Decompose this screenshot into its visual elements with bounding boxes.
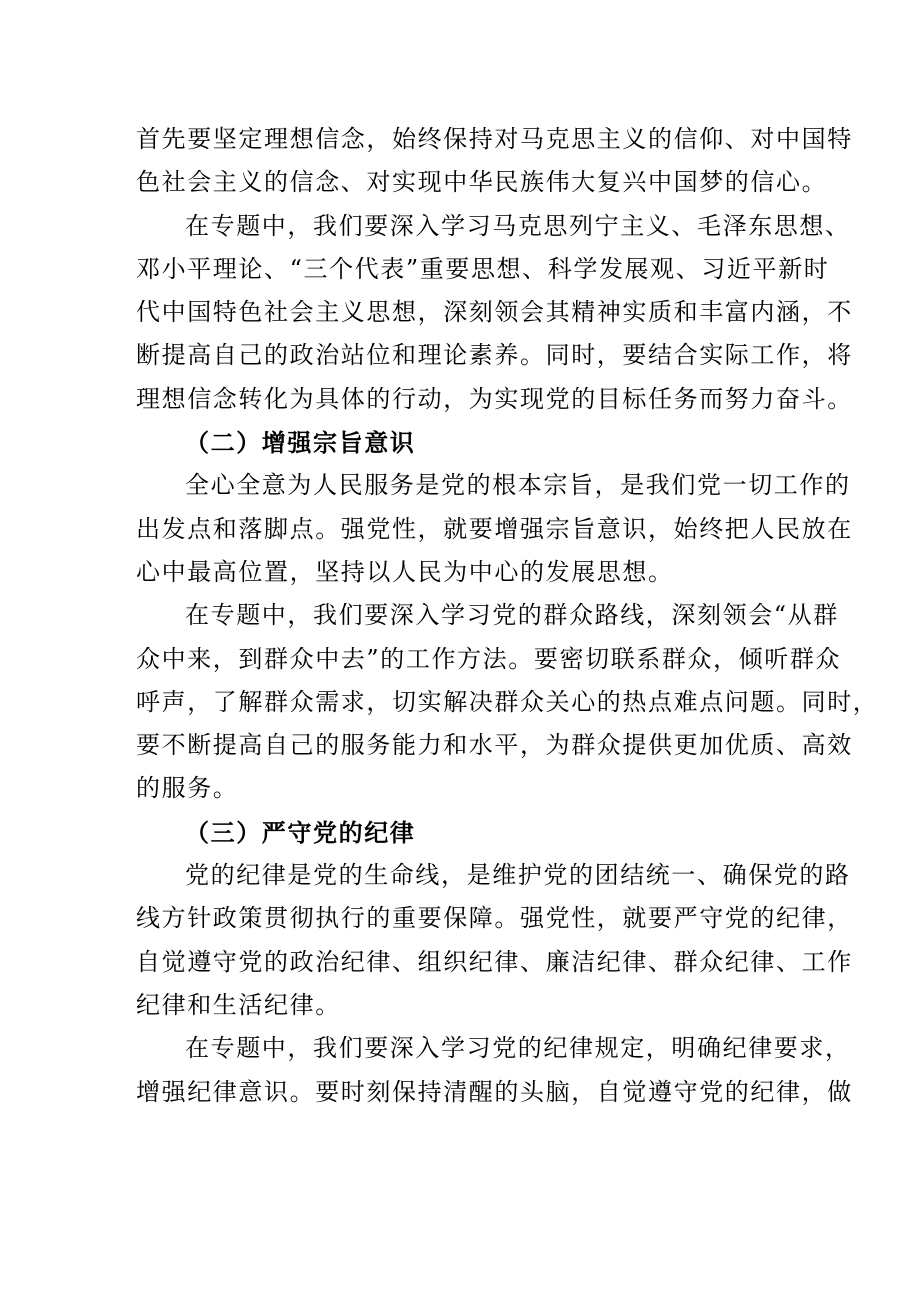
- text-line: 要不断提高自己的服务能力和水平，为群众提供更加优质、高效: [136, 731, 853, 760]
- paragraph: [136, 205, 853, 421]
- text-line: 邓小平理论、“三个代表”重要思想、科学发展观、习近平新时: [136, 254, 830, 283]
- paragraph: [136, 118, 853, 205]
- text-line: 自觉遵守党的政治纪律、组织纪律、廉洁纪律、群众纪律、工作: [136, 947, 853, 976]
- text-line: 众中来，到群众中去”的工作方法。要密切联系群众，倾听群众: [136, 644, 842, 673]
- text-line: 色社会主义的信念、对实现中华民族伟大复兴中国梦的信心。: [136, 168, 828, 197]
- text-line: 增强纪律意识。要时刻保持清醒的头脑，自觉遵守党的纪律，做: [136, 1077, 853, 1106]
- text-line: 全心全意为人民服务是党的根本宗旨，是我们党一切工作的: [185, 471, 851, 500]
- section-heading: （三）严守党的纪律: [185, 817, 416, 847]
- text-line: 首先要坚定理想信念，始终保持对马克思主义的信仰、对中国特: [136, 125, 853, 153]
- text-line: 在专题中，我们要深入学习党的纪律规定，明确纪律要求，: [185, 1034, 851, 1063]
- document-page: [136, 118, 879, 1114]
- text-line: 断提高自己的政治站位和理论素养。同时，要结合实际工作，将: [136, 341, 853, 370]
- text-line: 在专题中，我们要深入学习党的群众路线，深刻领会“从群: [185, 601, 839, 630]
- text-line: 呼声，了解群众需求，切实解决群众关心的热点难点问题。同时，: [136, 687, 879, 716]
- paragraph: [136, 854, 853, 1027]
- paragraph: [136, 1027, 853, 1114]
- text-line: 线方针政策贯彻执行的重要保障。强党性，就要严守党的纪律，: [136, 904, 853, 933]
- text-line: 出发点和落脚点。强党性，就要增强宗旨意识，始终把人民放在: [136, 514, 853, 543]
- text-line: 理想信念转化为具体的行动，为实现党的目标任务而努力奋斗。: [136, 384, 853, 413]
- section-heading: （二）增强宗旨意识: [185, 428, 416, 458]
- text-line: 心中最高位置，坚持以人民为中心的发展思想。: [136, 557, 674, 586]
- text-line: 代中国特色社会主义思想，深刻领会其精神实质和丰富内涵，不: [136, 298, 853, 327]
- text-line: 的服务。: [136, 774, 239, 803]
- paragraph: [136, 594, 879, 810]
- text-line: 党的纪律是党的生命线，是维护党的团结统一、确保党的路: [185, 861, 851, 890]
- text-line: 纪律和生活纪律。: [136, 990, 341, 1019]
- paragraph: [136, 464, 853, 594]
- text-line: 在专题中，我们要深入学习马克思列宁主义、毛泽东思想、: [185, 211, 851, 240]
